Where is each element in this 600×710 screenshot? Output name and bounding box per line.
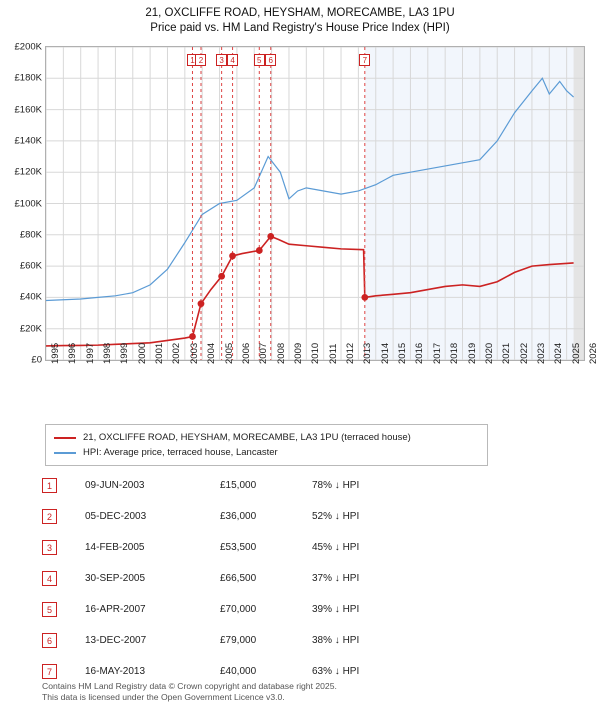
x-axis-tick-label: 1996 — [67, 342, 79, 364]
title-line-2: Price paid vs. HM Land Registry's House Price Index (HPI) — [150, 22, 450, 34]
table-row — [42, 594, 512, 625]
x-axis-tick-label: 2012 — [345, 342, 357, 364]
x-axis-tick-label: 2009 — [292, 342, 304, 364]
sale-date: 30-SEP-2005 — [85, 573, 146, 584]
x-axis-tick-label: 2015 — [397, 342, 409, 364]
plot-svg — [46, 47, 584, 360]
x-axis-tick-label: 2000 — [136, 342, 148, 364]
sale-date: 16-MAY-2013 — [85, 666, 146, 677]
x-axis-tick-label: 2005 — [223, 342, 235, 364]
sale-marker-box-2: 2 — [195, 54, 206, 66]
footer-line-1: Contains HM Land Registry data © Crown copyright and database right 2025. — [42, 681, 337, 691]
y-axis-tick-label: £20K — [19, 323, 42, 335]
sale-point-1 — [189, 333, 196, 340]
x-axis-tick-label: 2011 — [327, 343, 339, 364]
table-row — [42, 532, 512, 563]
x-axis-tick-label: 2006 — [240, 342, 252, 364]
x-axis-tick-label: 2025 — [570, 342, 582, 364]
sale-index-badge: 1 — [42, 478, 57, 493]
table-row — [42, 470, 512, 501]
table-row — [42, 625, 512, 656]
legend-label: HPI: Average price, terraced house, Lancaster — [83, 447, 278, 458]
footer-attribution — [42, 681, 562, 703]
table-row — [42, 563, 512, 594]
sale-hpi-delta: 52% ↓ HPI — [312, 511, 360, 522]
x-axis-tick-label: 1995 — [50, 342, 61, 364]
sale-hpi-delta: 37% ↓ HPI — [312, 573, 360, 584]
table-row — [42, 501, 512, 532]
x-axis-tick-label: 2008 — [275, 342, 287, 364]
sale-date: 16-APR-2007 — [85, 604, 146, 615]
sale-price: £36,000 — [220, 511, 257, 522]
y-axis-tick-label: £180K — [14, 72, 42, 84]
x-axis-tick-label: 1997 — [84, 342, 96, 364]
sale-point-7 — [361, 294, 368, 301]
y-axis-tick-label: £0 — [31, 354, 42, 366]
x-axis-tick-label: 2007 — [258, 342, 270, 364]
sale-point-2 — [198, 300, 205, 307]
x-axis-tick-label: 2002 — [171, 342, 183, 364]
x-axis-tick-label: 2001 — [154, 342, 166, 364]
sale-point-4 — [229, 253, 236, 260]
y-axis-tick-label: £200K — [14, 41, 42, 53]
x-axis-tick-label: 2023 — [535, 342, 547, 364]
sale-price: £15,000 — [220, 480, 257, 491]
legend-label: 21, OXCLIFFE ROAD, HEYSHAM, MORECAMBE, LA3 1PU (terraced house) — [83, 432, 411, 443]
sale-date: 13-DEC-2007 — [85, 635, 147, 646]
sale-marker-box-6: 6 — [265, 54, 276, 66]
sale-marker-box-7: 7 — [359, 54, 370, 66]
x-axis-tick-label: 2013 — [362, 342, 374, 364]
x-axis-tick-label: 2022 — [518, 342, 530, 364]
x-axis-tick-label: 2026 — [588, 342, 599, 364]
sale-point-5 — [256, 247, 263, 254]
sale-hpi-delta: 45% ↓ HPI — [312, 542, 360, 553]
sale-index-badge: 3 — [42, 540, 57, 555]
sale-marker-box-4: 4 — [227, 54, 238, 66]
sale-point-6 — [267, 233, 274, 240]
sale-price: £66,500 — [220, 573, 257, 584]
price-chart — [0, 40, 600, 390]
x-axis-tick-label: 2019 — [466, 342, 478, 364]
chart-legend — [45, 424, 488, 466]
x-axis-tick-label: 2016 — [414, 342, 426, 364]
y-axis-tick-label: £80K — [19, 229, 42, 241]
sale-date: 14-FEB-2005 — [85, 542, 145, 553]
sale-hpi-delta: 78% ↓ HPI — [312, 480, 360, 491]
y-axis-tick-label: £60K — [19, 260, 42, 272]
sale-price: £70,000 — [220, 604, 257, 615]
sale-index-badge: 6 — [42, 633, 57, 648]
sale-hpi-delta: 63% ↓ HPI — [312, 666, 360, 677]
legend-swatch — [54, 437, 76, 439]
x-axis-tick-label: 2014 — [379, 342, 391, 364]
sale-marker-box-5: 5 — [254, 54, 265, 66]
sales-table — [42, 470, 512, 687]
footer-line-2: This data is licensed under the Open Government Licence v3.0. — [42, 692, 285, 702]
sale-price: £79,000 — [220, 635, 257, 646]
sale-price: £53,500 — [220, 542, 257, 553]
x-axis-tick-label: 2024 — [553, 342, 565, 364]
y-axis-tick-label: £40K — [19, 291, 42, 303]
sale-hpi-delta: 39% ↓ HPI — [312, 604, 360, 615]
x-axis-tick-label: 1999 — [119, 342, 131, 364]
legend-swatch — [54, 452, 76, 454]
x-axis-tick-label: 1998 — [102, 342, 114, 364]
y-axis-tick-label: £100K — [14, 198, 42, 209]
x-axis-tick-label: 2018 — [449, 342, 461, 364]
x-axis-tick-label: 2020 — [483, 342, 495, 364]
sale-marker-box-1: 1 — [187, 54, 198, 66]
sale-date: 05-DEC-2003 — [85, 511, 147, 522]
x-axis-tick-label: 2003 — [188, 342, 200, 364]
legend-row — [54, 430, 479, 445]
y-axis-tick-label: £140K — [14, 135, 42, 147]
page-title — [0, 0, 600, 36]
y-axis-tick-label: £160K — [14, 104, 42, 116]
sale-hpi-delta: 38% ↓ HPI — [312, 635, 360, 646]
sale-index-badge: 7 — [42, 664, 57, 679]
plot-area — [45, 46, 585, 361]
sale-index-badge: 5 — [42, 602, 57, 617]
sale-price: £40,000 — [220, 666, 257, 677]
y-axis-tick-label: £120K — [14, 166, 42, 178]
sale-index-badge: 2 — [42, 509, 57, 524]
title-line-1: 21, OXCLIFFE ROAD, HEYSHAM, MORECAMBE, LA3 1PU — [145, 7, 455, 19]
x-axis-tick-label: 2004 — [206, 342, 218, 364]
sale-point-3 — [218, 273, 225, 280]
x-axis-tick-label: 2017 — [431, 342, 443, 364]
legend-row — [54, 445, 479, 460]
sale-marker-box-3: 3 — [216, 54, 227, 66]
sale-index-badge: 4 — [42, 571, 57, 586]
x-axis-tick-label: 2021 — [501, 342, 513, 364]
x-axis-tick-label: 2010 — [310, 342, 322, 364]
sale-date: 09-JUN-2003 — [85, 480, 145, 491]
